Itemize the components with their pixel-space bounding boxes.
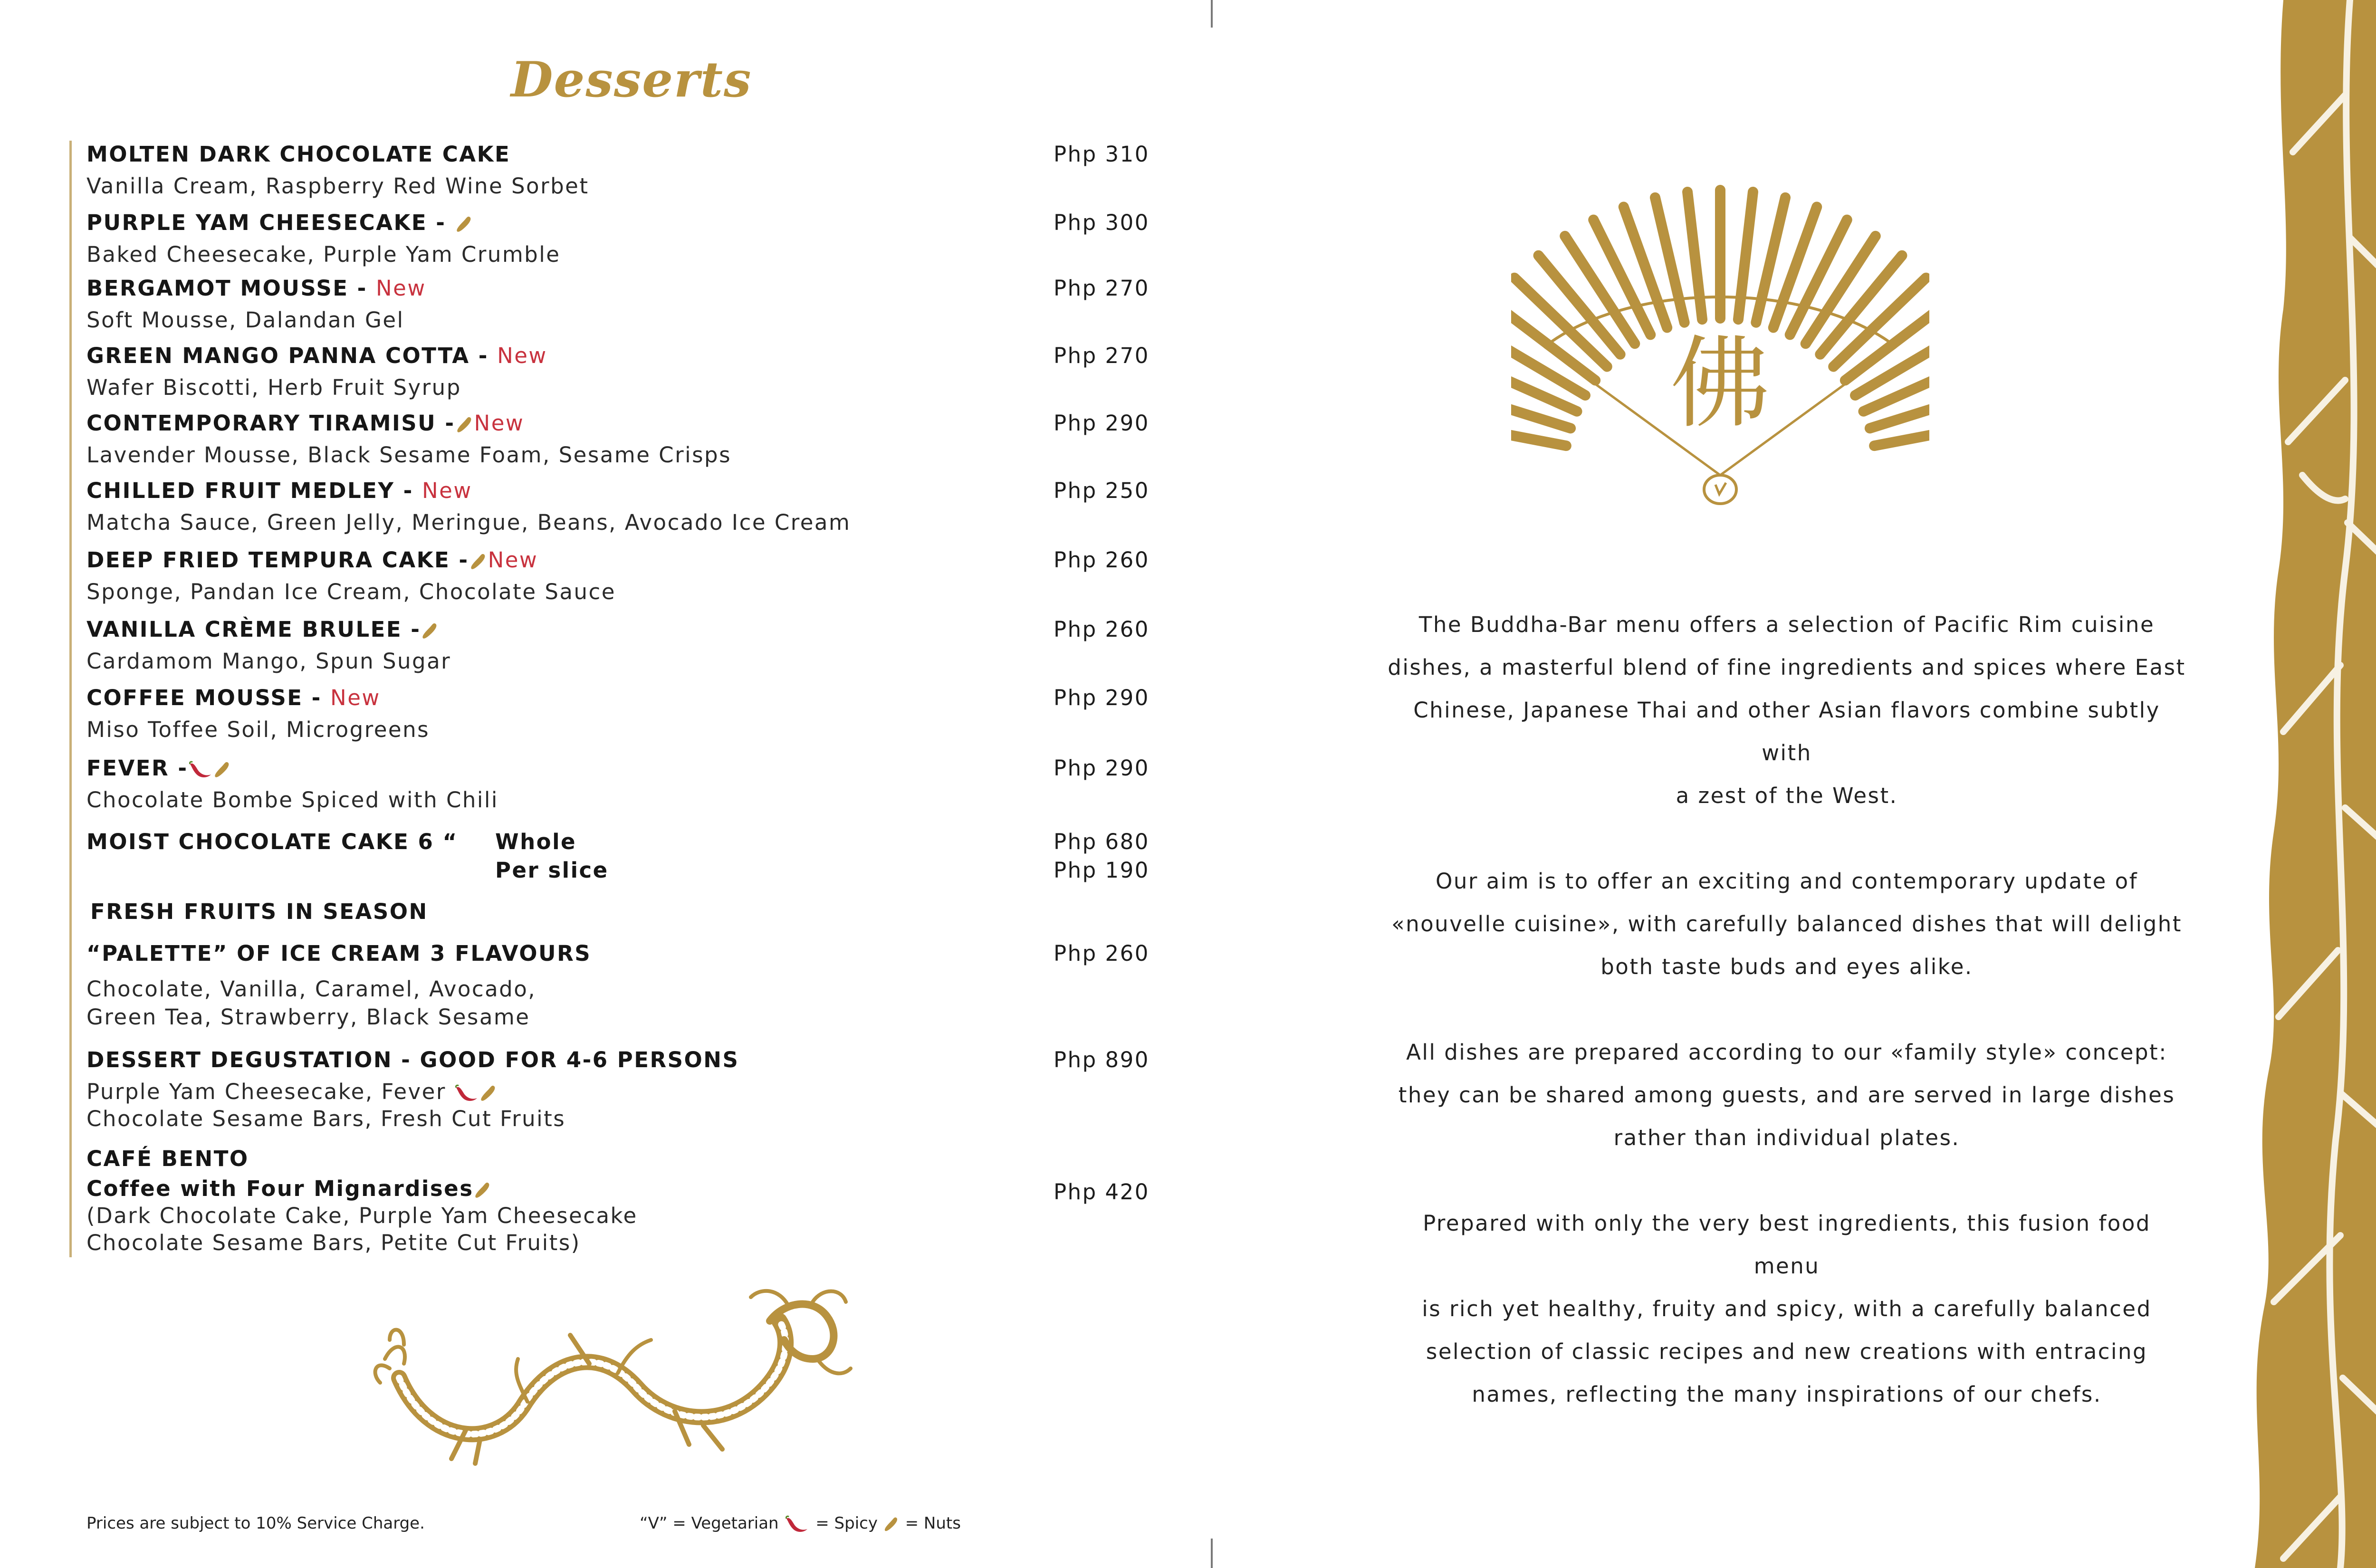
- whole-label: Whole: [495, 829, 577, 854]
- item-price: Php 260: [1054, 547, 1150, 573]
- item-price: Php 270: [1054, 343, 1150, 368]
- service-charge-note: Prices are subject to 10% Service Charge.: [86, 1514, 425, 1533]
- whole-price: Php 680: [1054, 829, 1150, 854]
- intro-paragraph: [1388, 860, 2186, 988]
- item-name: BERGAMOT MOUSSE -: [86, 276, 367, 301]
- item-name: COFFEE MOUSSE -: [86, 685, 322, 710]
- menu-item: [86, 276, 1151, 333]
- item-price: Php 420: [1054, 1179, 1150, 1205]
- menu-item-ice-cream: [86, 941, 1151, 1030]
- intro-text: [1388, 603, 2186, 1459]
- nuts-icon: [883, 1516, 900, 1533]
- intro-page: [1212, 0, 2376, 1568]
- nuts-icon: [479, 1084, 498, 1103]
- chili-icon: [188, 760, 213, 779]
- vegetarian-legend: “V” = Vegetarian: [640, 1514, 779, 1533]
- item-subtitle: Coffee with Four Mignardises: [86, 1176, 474, 1201]
- item-desc: Soft Mousse, Dalandan Gel: [86, 307, 404, 333]
- item-price: Php 290: [1054, 755, 1150, 781]
- menu-item: [86, 547, 1151, 604]
- item-name: CHILLED FRUIT MEDLEY -: [86, 478, 413, 503]
- item-price: Php 270: [1054, 276, 1150, 301]
- item-desc: Wafer Biscotti, Herb Fruit Syrup: [86, 375, 461, 400]
- text-line: is rich yet healthy, fruity and spicy, with a carefully balanced: [1422, 1296, 2152, 1321]
- item-desc-line1: (Dark Chocolate Cake, Purple Yam Cheesecake: [86, 1203, 638, 1228]
- dragon-illustration: [371, 1288, 855, 1468]
- item-desc: Lavender Mousse, Black Sesame Foam, Sesame Crisps: [86, 442, 732, 468]
- new-badge: New: [497, 343, 547, 368]
- new-badge: New: [488, 547, 538, 573]
- menu-item: [86, 755, 1151, 813]
- item-desc-line2: Chocolate Sesame Bars, Petite Cut Fruits): [86, 1230, 581, 1255]
- text-line: rather than individual plates.: [1613, 1125, 1960, 1150]
- intro-paragraph: [1388, 1202, 2186, 1416]
- item-desc: Vanilla Cream, Raspberry Red Wine Sorbet: [86, 173, 589, 199]
- spicy-legend: = Spicy: [815, 1514, 878, 1533]
- nuts-icon: [213, 760, 232, 779]
- text-line: names, reflecting the many inspirations of our chefs.: [1472, 1382, 2102, 1407]
- nuts-icon: [455, 215, 474, 234]
- item-desc: Miso Toffee Soil, Microgreens: [86, 717, 430, 742]
- menu-item: [86, 343, 1151, 400]
- menu-item-fresh-fruits: [90, 899, 1155, 924]
- item-price: Php 890: [1054, 1047, 1150, 1072]
- slice-label: Per slice: [495, 858, 609, 883]
- item-name: CAFÉ BENTO: [86, 1146, 249, 1171]
- item-desc-line1: Chocolate, Vanilla, Caramel, Avocado,: [86, 976, 537, 1002]
- section-title: Desserts: [511, 51, 752, 108]
- text-line: Prepared with only the very best ingredients, this fusion food menu: [1423, 1211, 2151, 1279]
- item-price: Php 260: [1054, 941, 1150, 966]
- item-desc-line2: Chocolate Sesame Bars, Fresh Cut Fruits: [86, 1106, 566, 1131]
- fan-rib: [1687, 192, 1702, 319]
- menu-item: [86, 210, 1151, 267]
- new-badge: New: [474, 411, 525, 436]
- item-price: Php 310: [1054, 142, 1150, 167]
- text-line: selection of classic recipes and new creations with entracing: [1426, 1339, 2148, 1364]
- fan-glyph: 佛: [1670, 325, 1771, 442]
- menu-item-degustation: [86, 1047, 1151, 1131]
- item-desc-line1: Purple Yam Cheesecake, Fever: [86, 1079, 446, 1104]
- item-name: CONTEMPORARY TIRAMISU -: [86, 411, 455, 436]
- nuts-icon: [473, 1181, 492, 1200]
- item-name: MOIST CHOCOLATE CAKE 6 “: [86, 829, 458, 854]
- text-line: All dishes are prepared according to our «family style» concept:: [1406, 1040, 2167, 1065]
- text-line: a zest of the West.: [1676, 783, 1898, 808]
- menu-item-moist-cake: [86, 829, 1151, 883]
- item-desc: Matcha Sauce, Green Jelly, Meringue, Beans, Avocado Ice Cream: [86, 510, 851, 535]
- new-badge: New: [422, 478, 472, 503]
- item-desc: Chocolate Bombe Spiced with Chili: [86, 787, 498, 813]
- item-name: “PALETTE” OF ICE CREAM 3 FLAVOURS: [86, 941, 592, 966]
- nuts-icon: [455, 415, 474, 434]
- menu-item: [86, 685, 1151, 742]
- text-line: both taste buds and eyes alike.: [1600, 954, 1973, 979]
- fan-rib: [1738, 192, 1753, 319]
- item-name: MOLTEN DARK CHOCOLATE CAKE: [86, 142, 511, 167]
- item-price: Php 250: [1054, 478, 1150, 503]
- item-price: Php 290: [1054, 685, 1150, 710]
- item-name: FEVER -: [86, 755, 188, 781]
- slice-price: Php 190: [1054, 858, 1150, 883]
- item-name: FRESH FRUITS IN SEASON: [90, 899, 428, 924]
- item-name: DESSERT DEGUSTATION - GOOD FOR 4-6 PERSONS: [86, 1047, 739, 1072]
- intro-paragraph: [1388, 1031, 2186, 1159]
- text-line: The Buddha-Bar menu offers a selection of Pacific Rim cuisine: [1418, 612, 2155, 637]
- menu-item: [86, 617, 1151, 674]
- item-desc: Cardamom Mango, Spun Sugar: [86, 649, 451, 674]
- item-desc-line2: Green Tea, Strawberry, Black Sesame: [86, 1004, 530, 1030]
- text-line: Our aim is to offer an exciting and contemporary update of: [1435, 869, 2138, 894]
- nuts-icon: [421, 621, 440, 641]
- item-name: GREEN MANGO PANNA COTTA -: [86, 343, 489, 368]
- item-name: DEEP FRIED TEMPURA CAKE -: [86, 547, 469, 573]
- intro-paragraph: [1388, 603, 2186, 817]
- chili-icon: [784, 1515, 810, 1534]
- item-name: VANILLA CRÈME BRULEE -: [86, 617, 421, 642]
- text-line: dishes, a masterful blend of fine ingredients and spices where East: [1388, 655, 2186, 680]
- nuts-legend: = Nuts: [905, 1514, 961, 1533]
- item-price: Php 300: [1054, 210, 1150, 235]
- item-price: Php 290: [1054, 411, 1150, 436]
- legend: [640, 1514, 961, 1534]
- folding-fan-illustration: [1511, 176, 1929, 527]
- item-price: Php 260: [1054, 617, 1150, 642]
- menu-item: [86, 411, 1151, 468]
- text-line: «nouvelle cuisine», with carefully balanced dishes that will delight: [1391, 911, 2182, 937]
- item-desc: Baked Cheesecake, Purple Yam Crumble: [86, 242, 561, 267]
- item-name: PURPLE YAM CHEESECAKE -: [86, 210, 446, 235]
- menu-item-cafe-bento: [86, 1146, 1151, 1255]
- menu-item: [86, 478, 1151, 535]
- text-line: they can be shared among guests, and are served in large dishes: [1398, 1082, 2175, 1108]
- bark-texture-panel: [2226, 0, 2376, 1568]
- new-badge: New: [375, 276, 426, 301]
- chili-icon: [454, 1084, 479, 1103]
- text-line: Chinese, Japanese Thai and other Asian flavors combine subtly with: [1413, 698, 2160, 765]
- menu-rule: [69, 141, 72, 1257]
- new-badge: New: [330, 685, 381, 710]
- nuts-icon: [469, 552, 488, 571]
- item-desc: Sponge, Pandan Ice Cream, Chocolate Sauce: [86, 579, 616, 604]
- menu-item: [86, 142, 1151, 199]
